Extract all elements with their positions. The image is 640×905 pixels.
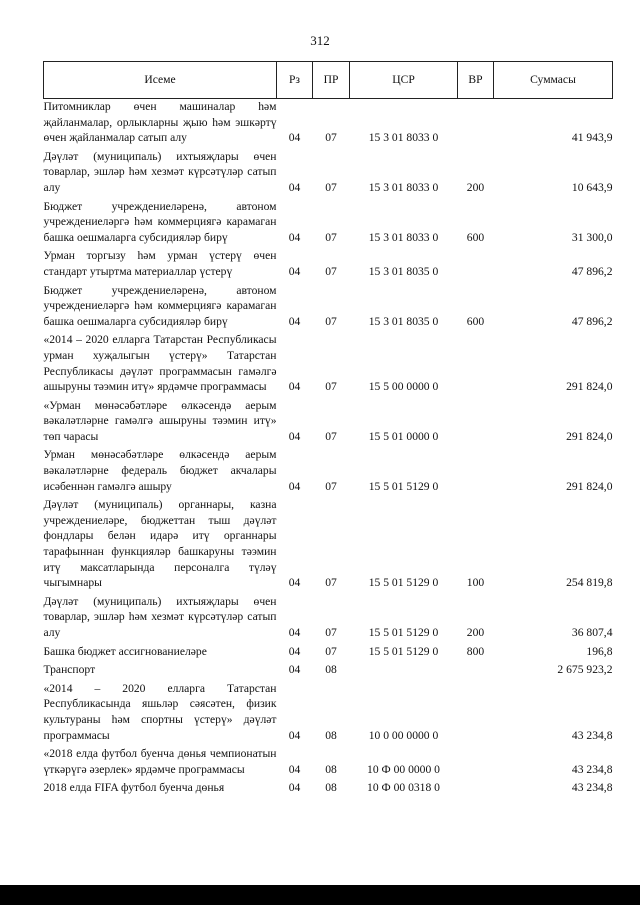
row-pr: 07 <box>325 626 337 639</box>
table-row <box>44 99 613 149</box>
row-pr: 07 <box>325 131 337 145</box>
table-row <box>44 199 613 249</box>
row-pr: 07 <box>325 380 337 394</box>
row-csr: 10 Ф 00 0000 0 <box>367 762 440 776</box>
table-row <box>44 149 613 199</box>
row-vr <box>458 662 494 681</box>
row-name: Урман торгызу һәм урман үстерү өчен стандарт утыртма материаллар үстерү <box>43 249 277 278</box>
row-sum: 2 675 923,2 <box>557 663 613 677</box>
row-name: «2014 – 2020 елларга Татарстан Республикасында яшьләр сәясәтен, физик культураны һәм спортны үстерү» дәүләт программасы <box>43 681 277 742</box>
row-vr <box>458 99 494 149</box>
row-pr: 07 <box>325 314 337 328</box>
row-rz: 04 <box>288 264 301 278</box>
row-sum: 36 807,4 <box>571 626 613 639</box>
row-sum: 291 824,0 <box>566 380 613 394</box>
row-vr <box>458 746 494 780</box>
row-rz: 04 <box>288 230 301 244</box>
row-pr: 07 <box>325 429 337 443</box>
row-sum: 10 643,9 <box>571 180 613 194</box>
header-csr: ЦСР <box>350 62 458 99</box>
row-sum: 291 824,0 <box>566 479 613 493</box>
row-csr: 15 5 01 5129 0 <box>368 626 439 639</box>
row-rz: 04 <box>288 180 301 194</box>
row-rz: 04 <box>288 314 301 328</box>
row-csr: 15 5 00 0000 0 <box>368 380 439 394</box>
row-pr: 07 <box>325 576 337 590</box>
header-name: Исеме <box>44 62 277 99</box>
row-name: Дәүләт (муниципаль) органнары, казна учреждениеләре, бюджеттан тыш дәүләт фондлары белән идарә итү органнары тарафыннан функцияләр башкаруны тәэмин итү максатларында персоналга түләү чыгымнары <box>43 498 277 590</box>
header-pr: ПР <box>313 62 350 99</box>
row-rz: 04 <box>288 781 301 795</box>
row-pr: 08 <box>325 663 337 677</box>
row-vr <box>458 332 494 397</box>
row-rz: 04 <box>288 644 301 658</box>
row-rz: 04 <box>288 626 301 639</box>
row-vr <box>458 681 494 746</box>
table-row <box>44 780 613 799</box>
table-row <box>44 332 613 397</box>
header-vr: ВР <box>458 62 494 99</box>
scan-border <box>0 885 640 905</box>
row-name: 2018 елда FIFA футбол буенча дөнья <box>43 781 225 795</box>
row-sum: 47 896,2 <box>571 314 613 328</box>
row-vr <box>458 398 494 448</box>
row-vr: 800 <box>466 644 485 658</box>
row-vr: 200 <box>466 180 485 194</box>
table-header-row <box>44 62 613 99</box>
row-pr: 08 <box>325 781 337 795</box>
row-csr: 15 5 01 5129 0 <box>368 576 439 590</box>
row-csr <box>350 662 458 681</box>
table-row <box>44 681 613 746</box>
row-rz: 04 <box>288 762 301 776</box>
row-sum: 41 943,9 <box>571 131 613 145</box>
row-csr: 10 Ф 00 0318 0 <box>367 781 440 795</box>
table-row <box>44 248 613 282</box>
table-row <box>44 283 613 333</box>
row-name: Дәүләт (муниципаль) ихтыяҗлары өчен товарлар, эшләр һәм хезмәт күрсәтүләр сатып алу <box>43 594 277 639</box>
row-pr: 07 <box>325 479 337 493</box>
table-row <box>44 398 613 448</box>
row-rz: 04 <box>288 479 301 493</box>
row-rz: 04 <box>288 380 301 394</box>
row-name: «Урман мөнәсәбәтләре өлкәсендә аерым вәкаләтләрне гамәлгә ашыруны тәэмин итү» төп чарасы <box>43 398 277 443</box>
header-rz: Рз <box>277 62 313 99</box>
header-sum: Суммасы <box>494 62 613 99</box>
row-sum: 254 819,8 <box>566 576 613 590</box>
row-name: Урман мөнәсәбәтләре өлкәсендә аерым вәкаләтләрне федераль бюджет акчалары исәбеннән гамәлгә ашыру <box>43 448 277 493</box>
row-pr: 08 <box>325 762 337 776</box>
row-pr: 07 <box>325 644 337 658</box>
row-csr: 15 5 01 5129 0 <box>368 644 439 658</box>
row-vr: 100 <box>466 576 485 590</box>
row-pr: 08 <box>325 728 337 742</box>
row-name: Бюджет учреждениеләренә, автоном учреждениеләргә һәм коммерциягә карамаган башка оешмаларга субсидияләр бирү <box>43 283 277 328</box>
row-vr <box>458 248 494 282</box>
row-name: Башка бюджет ассигнованиеләре <box>43 644 207 658</box>
row-pr: 07 <box>325 180 337 194</box>
row-vr: 600 <box>466 314 485 328</box>
table-row <box>44 447 613 497</box>
row-sum: 43 234,8 <box>571 781 613 795</box>
row-csr: 15 5 01 5129 0 <box>368 479 439 493</box>
row-csr: 10 0 00 0000 0 <box>368 728 439 742</box>
row-csr: 15 3 01 8033 0 <box>368 230 439 244</box>
table-row <box>44 662 613 681</box>
row-vr: 600 <box>466 230 485 244</box>
table-row <box>44 644 613 663</box>
row-pr: 07 <box>325 230 337 244</box>
row-name: Дәүләт (муниципаль) ихтыяҗлары өчен товарлар, эшләр һәм хезмәт күрсәтүләр сатып алу <box>43 149 277 194</box>
row-name: «2014 – 2020 елларга Татарстан Республикасы урман хуҗалыгын үстерү» Татарстан Республикасы дәүләт программасын гамәлгә ашыруны тәэмин итү» ярдәмче программасы <box>43 333 277 394</box>
row-pr: 07 <box>325 264 337 278</box>
table-row <box>44 746 613 780</box>
row-vr <box>458 780 494 799</box>
row-rz: 04 <box>288 131 301 145</box>
row-csr: 15 3 01 8035 0 <box>368 264 439 278</box>
row-csr: 15 3 01 8035 0 <box>368 314 439 328</box>
row-name: Бюджет учреждениеләренә, автоном учреждениеләргә һәм коммерциягә карамаган башка оешмаларга субсидияләр бирү <box>43 199 277 244</box>
row-sum: 31 300,0 <box>571 230 613 244</box>
row-rz: 04 <box>288 728 301 742</box>
row-rz: 04 <box>288 429 301 443</box>
table-row <box>44 497 613 594</box>
row-rz: 04 <box>288 663 301 677</box>
row-vr <box>458 447 494 497</box>
row-name: Транспорт <box>43 663 96 677</box>
row-csr: 15 3 01 8033 0 <box>368 131 439 145</box>
row-rz: 04 <box>288 576 301 590</box>
budget-table <box>43 61 613 799</box>
row-sum: 196,8 <box>586 644 613 658</box>
row-sum: 43 234,8 <box>571 728 613 742</box>
row-sum: 291 824,0 <box>566 429 613 443</box>
row-name: Питомниклар өчен машиналар һәм җайланмалар, орлыкларны җыю һәм эшкәртү өчен җайланмалар сатып алу <box>43 100 277 145</box>
row-csr: 15 3 01 8033 0 <box>368 180 439 194</box>
row-vr: 200 <box>466 626 485 639</box>
row-csr: 15 5 01 0000 0 <box>368 429 439 443</box>
row-name: «2018 елда футбол буенча дөнья чемпионатын үткәрүгә әзерлек» ярдәмче программасы <box>43 747 277 776</box>
row-sum: 47 896,2 <box>571 264 613 278</box>
table-row <box>44 594 613 644</box>
row-sum: 43 234,8 <box>571 762 613 776</box>
page-number: 312 <box>310 33 330 48</box>
